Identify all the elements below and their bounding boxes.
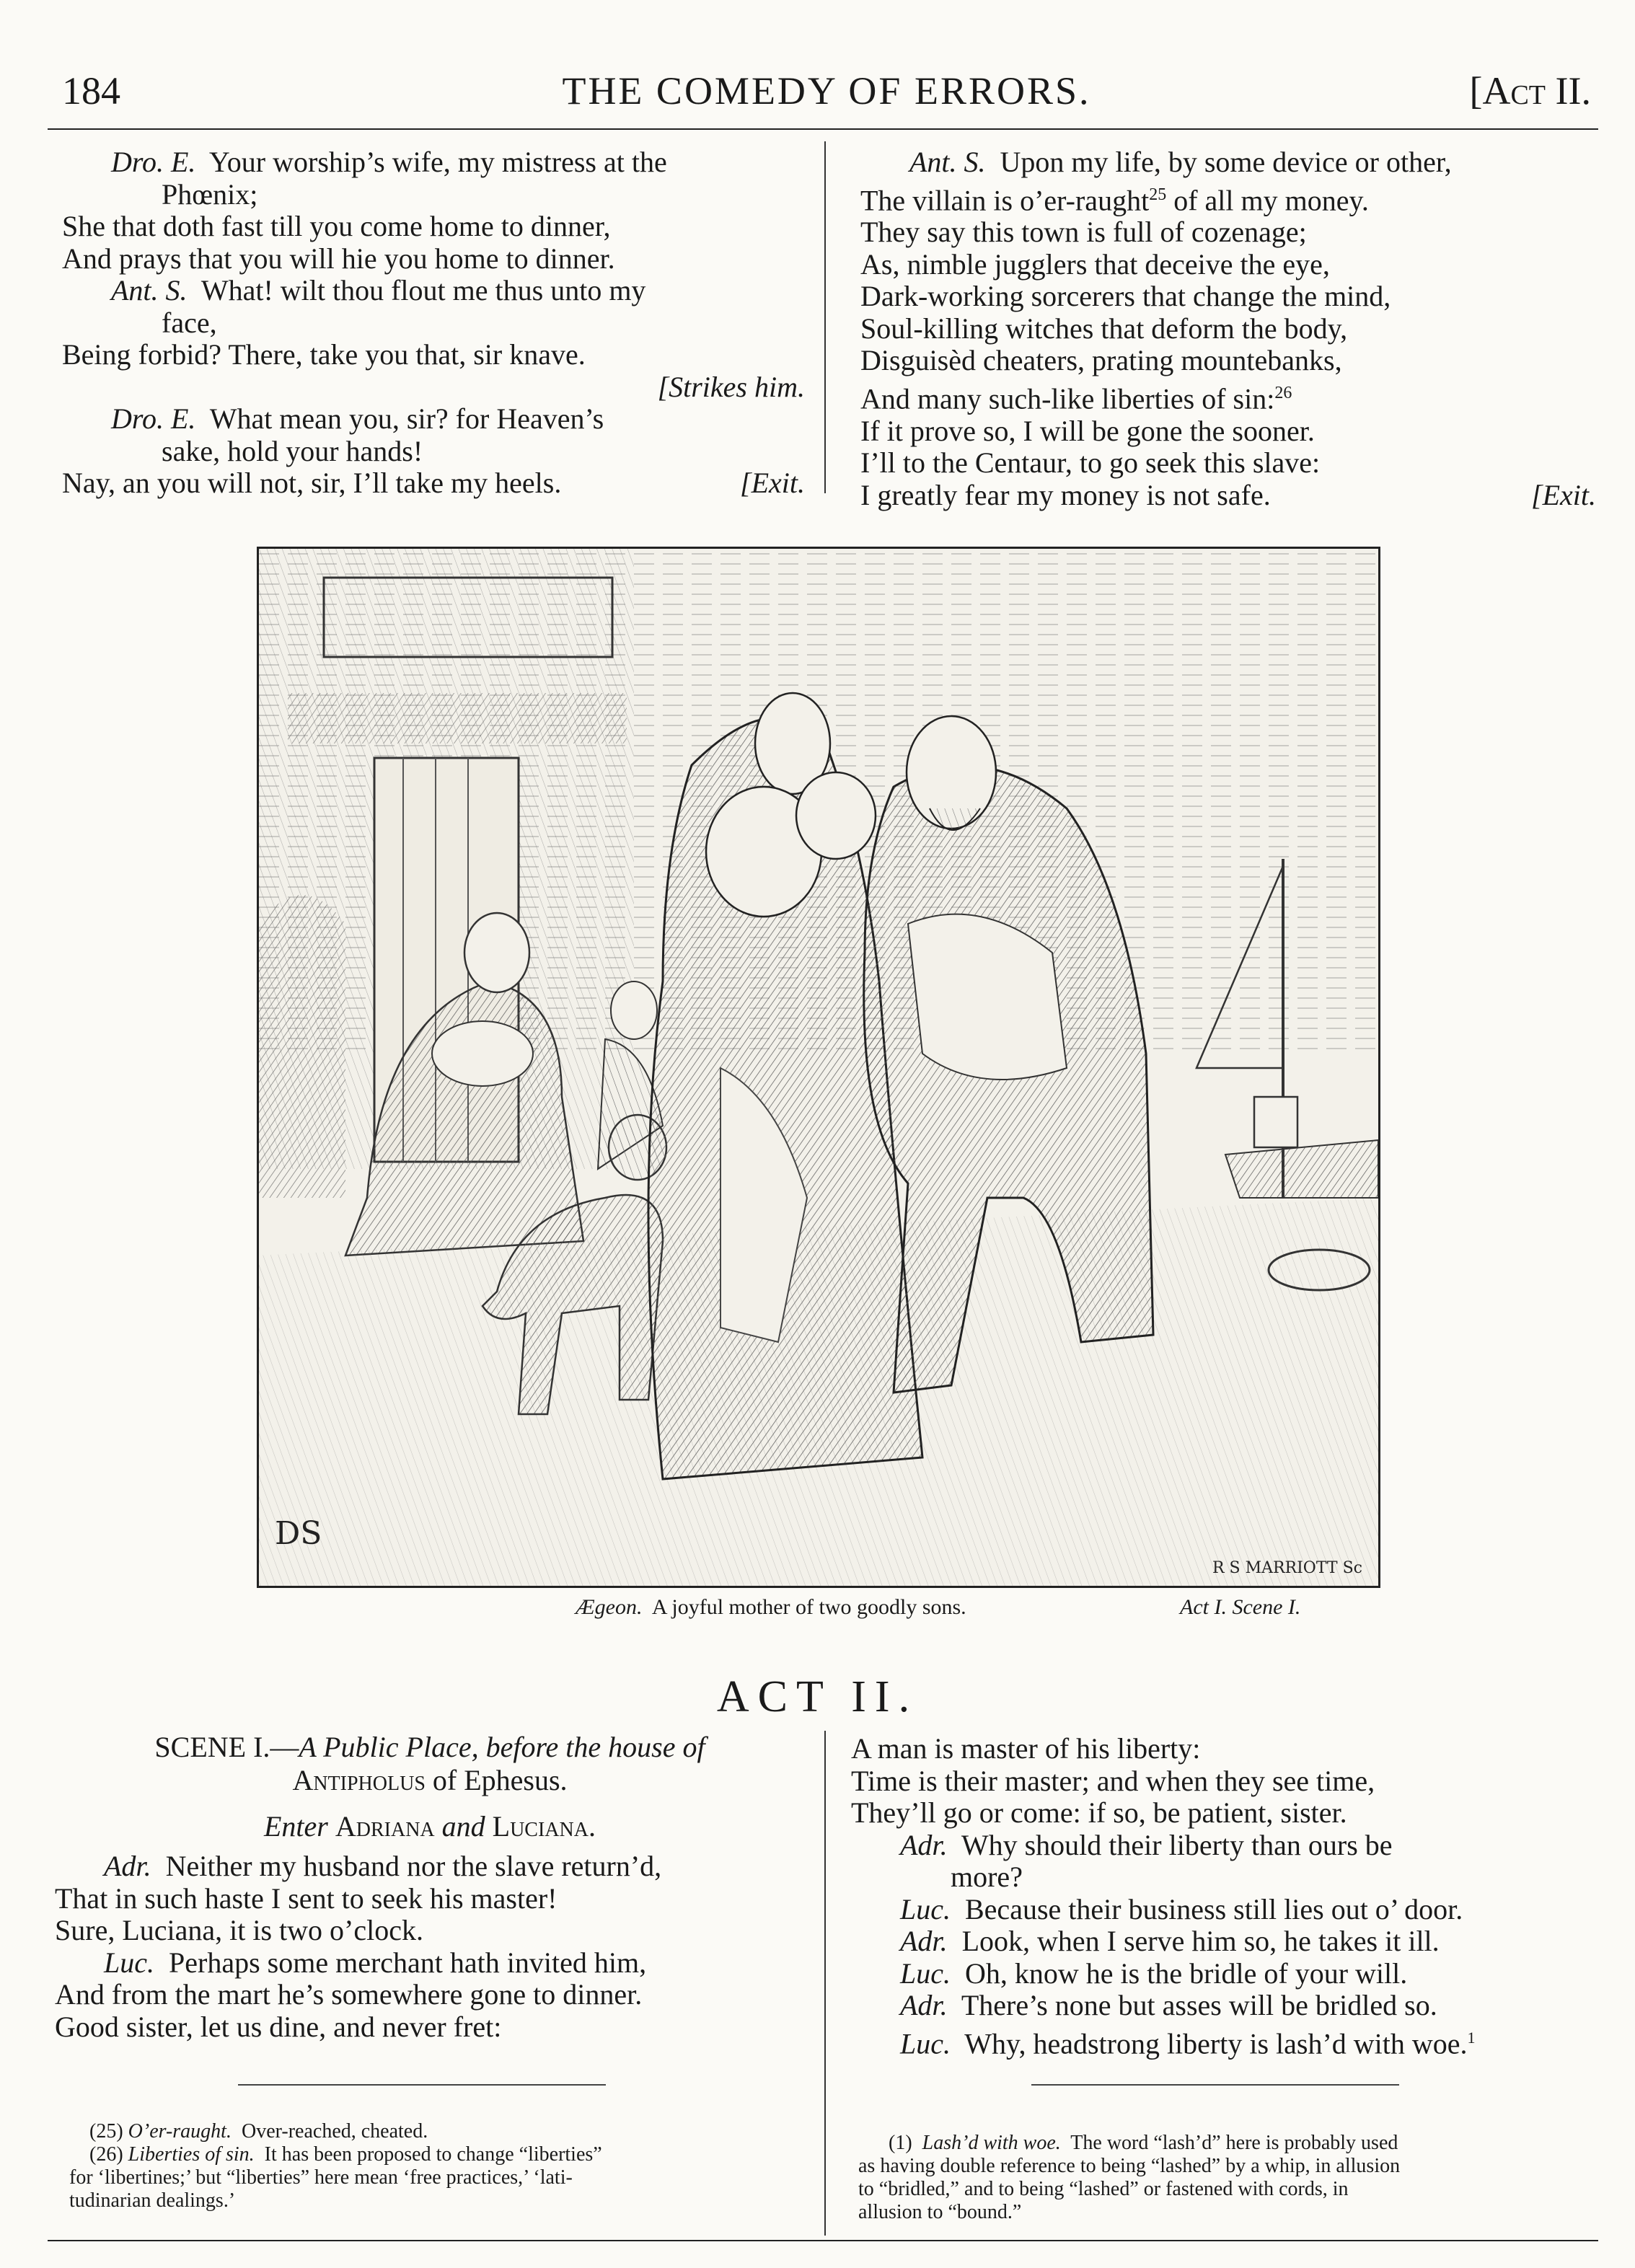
- verse-line: And from the mart he’s somewhere gone to dinner.: [55, 1978, 643, 2011]
- caption-speaker: Ægeon.: [576, 1595, 643, 1619]
- speaker: Luc.: [900, 2026, 951, 2060]
- verse-line: They say this town is full of cozenage;: [860, 216, 1307, 249]
- caption-reference: Act I. Scene I.: [1180, 1595, 1301, 1619]
- stage-direction-enter: Enter Adriana and Luciana.: [264, 1810, 596, 1843]
- verse-line: Dark-working sorcerers that change the mind,: [860, 280, 1391, 313]
- verse-line: Luc. Why, headstrong liberty is lash’d with woe.$^1$: [900, 2026, 1476, 2060]
- stage-direction: [Exit.: [1531, 478, 1596, 511]
- footnote-rule-left: [238, 2084, 606, 2086]
- verse-line: A man is master of his liberty:: [851, 1732, 1201, 1765]
- verse-line: They’ll go or come: if so, be patient, sister.: [851, 1796, 1347, 1829]
- verse-line: That in such haste I sent to seek his master!: [55, 1881, 558, 1915]
- verse-line: And prays that you will hie you home to dinner.: [62, 242, 615, 275]
- speaker: Luc.: [900, 1892, 951, 1925]
- verse-line: Adr. There’s none but asses will be bridled so.: [900, 1989, 1437, 2021]
- verse-line: Phœnix;: [162, 177, 258, 211]
- caption-quote: A joyful mother of two goodly sons.: [651, 1595, 966, 1619]
- footnote-25: (25) O’er-raught. Over-reached, cheated.: [89, 2120, 428, 2143]
- act-heading: ACT II.: [716, 1672, 919, 1721]
- running-title: THE COMEDY OF ERRORS.: [562, 69, 1091, 112]
- verse-line: If it prove so, I will be gone the sooner.: [860, 414, 1315, 447]
- speaker: Adr.: [104, 1850, 151, 1882]
- column-divider-bottom: [824, 1731, 826, 2236]
- bottom-left-column: [55, 1731, 805, 2043]
- verse-line: Nay, an you will not, sir, I’ll take my heels. [Exit.: [62, 467, 805, 499]
- verse-line: Disguisèd cheaters, prating mountebanks,: [860, 344, 1342, 377]
- verse-line: Soul-killing witches that deform the body,: [860, 312, 1348, 345]
- top-left-column: [62, 146, 805, 500]
- footnote-rule-right: [1031, 2084, 1399, 2086]
- engraver-signature: R S MARRIOTT Sc: [1212, 1559, 1362, 1577]
- page-header: [62, 69, 1591, 119]
- footnote-26: (26) Liberties of sin. It has been proposed to change “liberties”: [89, 2143, 602, 2166]
- verse-line: Adr. Look, when I serve him so, he takes it ill.: [900, 1925, 1440, 1957]
- top-right-column: [860, 146, 1596, 511]
- verse-line: Time is their master; and when they see time,: [851, 1764, 1375, 1797]
- stage-direction: [Strikes him.: [657, 370, 805, 403]
- column-divider-top: [824, 141, 826, 493]
- verse-line: I’ll to the Centaur, to go seek this slave:: [860, 446, 1321, 480]
- page-bottom-rule: [48, 2240, 1598, 2241]
- verse-line: Dro. E. Your worship’s wife, my mistress at the: [111, 146, 667, 178]
- footnotes-right: (1) Lash’d with woe. The word “lash’d” here is probably used as having double reference to being “lashed” by a whip, in allusion to “bridled,” and to being “lashed” or fastened with cords, in allusion to “bound.”: [858, 2132, 1587, 2224]
- speaker: Adr.: [900, 1925, 948, 1957]
- speaker: Dro. E.: [111, 146, 196, 178]
- footnote-marker: 25: [1149, 185, 1167, 204]
- verse-line: As, nimble jugglers that deceive the eye,: [860, 247, 1330, 281]
- verse-line: Luc. Oh, know he is the bridle of your will.: [900, 1956, 1408, 1990]
- stage-direction: [Exit.: [740, 467, 805, 499]
- header-rule: [48, 128, 1598, 130]
- verse-line: face,: [162, 306, 217, 339]
- speaker: Ant. S.: [909, 146, 986, 178]
- speaker: Luc.: [104, 1946, 154, 1979]
- verse-line: sake, hold your hands!: [162, 434, 423, 467]
- footnotes-left: (25) O’er-raught. Over-reached, cheated. (26) Liberties of sin. It has been proposed to change “liberties” for ‘libertines;’ but “liberties” here mean ‘free practices,’ ‘lati- tudinarian dealings.’: [69, 2120, 798, 2212]
- scene-heading: SCENE I.—A Public Place, before the house of Antipholus of Ephesus.: [154, 1731, 705, 1796]
- act-label: [Act II.: [1469, 69, 1591, 112]
- verse-line: I greatly fear my money is not safe. [Exit.: [860, 478, 1596, 511]
- verse-line: more?: [951, 1861, 1023, 1893]
- verse-line: Adr. Neither my husband nor the slave return’d,: [104, 1850, 662, 1882]
- verse-line: Good sister, let us dine, and never fret:: [55, 2010, 502, 2043]
- speaker: Dro. E.: [111, 402, 196, 435]
- verse-line: Luc. Because their business still lies out o’ door.: [900, 1892, 1463, 1925]
- verse-block: [55, 1850, 805, 2043]
- page-number: 184: [62, 69, 120, 112]
- speaker: Adr.: [900, 1828, 948, 1861]
- verse-line: She that doth fast till you come home to dinner,: [62, 210, 611, 242]
- illustration-frame: [257, 547, 1380, 1588]
- verse-line: Ant. S. Upon my life, by some device or other,: [909, 146, 1452, 178]
- footnote-1: (1) Lash’d with woe. The word “lash’d” here is probably used: [889, 2132, 1398, 2154]
- verse-line: Ant. S. What! wilt thou flout me thus unto my: [111, 274, 646, 306]
- speaker: Luc.: [900, 1956, 951, 1990]
- verse-line: Adr. Why should their liberty than ours be: [900, 1828, 1393, 1861]
- verse-line: The villain is o’er-raught$^{25}$ of all my money.: [860, 183, 1369, 216]
- speaker: Adr.: [900, 1989, 948, 2021]
- engraving-family-scene: [259, 549, 1378, 1586]
- verse-line: Luc. Perhaps some merchant hath invited him,: [104, 1946, 647, 1979]
- artist-monogram: DS: [275, 1515, 322, 1552]
- bottom-right-column: [851, 1733, 1587, 2060]
- speaker: Ant. S.: [111, 274, 188, 306]
- verse-line: Being forbid? There, take you that, sir knave.: [62, 338, 586, 371]
- verse-line: Sure, Luciana, it is two o’clock.: [55, 1914, 423, 1946]
- verse-line: Dro. E. What mean you, sir? for Heaven’s: [111, 402, 604, 435]
- footnote-marker: 26: [1274, 383, 1292, 402]
- verse-line: And many such-like liberties of sin:$^{26}$: [860, 382, 1292, 415]
- footnote-marker: 1: [1467, 2028, 1476, 2047]
